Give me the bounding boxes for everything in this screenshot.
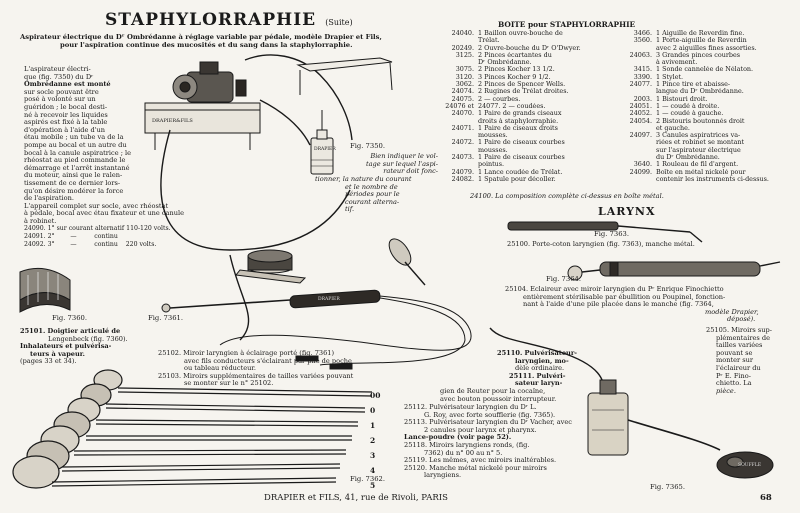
item-code: 24074. — [451, 87, 474, 96]
item-description: 3 Grandes pinces courbes — [656, 51, 741, 59]
boite-title: BOITE pour STAPHYLORRAPHIE — [498, 20, 636, 29]
item-description: riées et robinet se montant — [656, 139, 745, 147]
page-title: STAPHYLORRAPHIE — [105, 10, 317, 30]
desc-line: démarrage et l'arrêt instantané — [24, 163, 130, 172]
mirror-number: 00 — [370, 391, 381, 400]
miroirs-line: pouvant se — [716, 348, 753, 357]
boite-item-row — [440, 139, 615, 146]
item-description: 1 Porte-aiguille de Reverdin — [656, 37, 747, 45]
item-code: 3415. — [633, 65, 652, 74]
inhalateur-line: teurs à vapeur. — [30, 349, 85, 358]
price-line: 24090. 1° sur courant alternatif 110-120 volts. — [24, 225, 171, 233]
note-line: rateur doit fonc- — [383, 167, 438, 176]
note-line: tif. — [345, 205, 355, 214]
item-code — [618, 147, 656, 154]
item-description: 24077. 2 — coudées. — [478, 102, 546, 110]
item-description: sur l'aspirateur électrique — [656, 146, 741, 154]
item-description: à avivement. — [656, 59, 698, 67]
item-code — [618, 176, 656, 183]
item-description: Boîte en métal nickelé pour — [656, 168, 746, 176]
boite-left-list — [440, 30, 615, 183]
fig-7360-caption: Fig. 7360. — [52, 314, 88, 322]
desc-line: Ombrédanne est monté — [24, 80, 111, 89]
larynx-line: 25120. Manche métal nickelé pour miroirs — [404, 463, 547, 472]
fig-7350-note — [343, 153, 438, 176]
item-description: 3 Pinces Kocher 9 1/2. — [478, 73, 551, 81]
larynx-line: laryngiens. — [424, 471, 462, 480]
larynx-line: 25112. Pulvérisateur laryngien du Dʳ L. — [404, 403, 537, 411]
suction-flask-illustration — [311, 110, 333, 174]
item-description: 1 — coudé à droite. — [656, 102, 720, 110]
item-description: 1 Paire de ciseaux courbes — [478, 139, 565, 147]
note-line: tionner, la nature du courant — [315, 175, 412, 183]
pulv-line: gien de Reuter pour la cocaïne, — [440, 387, 546, 395]
boite-item-row — [618, 81, 798, 88]
item-description: 1 Baillon ouvre-bouche de — [478, 30, 563, 37]
fig-7362-caption: Fig. 7362. — [350, 475, 386, 483]
item-code: 24099. — [629, 167, 652, 176]
porte-coton-text: 25100. Porte-coton laryngien (fig. 7363), manche métal. — [507, 240, 695, 248]
item-description: 1 — coudé à gauche. — [656, 110, 724, 118]
desc-line: à pédale, bocal avec étau fixateur et une canule — [24, 209, 185, 218]
price-line: 24091. 2° — continu — [24, 233, 118, 241]
desc-line: sur socle pouvant être — [24, 87, 99, 96]
mirror-number: 5 — [370, 481, 376, 490]
fig-7361-caption: Fig. 7361. — [148, 314, 184, 322]
boite-item-row — [440, 176, 615, 183]
note-line: courant alterna- — [345, 197, 400, 206]
item-code: 24063. — [629, 50, 652, 59]
item-code: 3120. — [455, 72, 474, 81]
item-code: 24073. — [451, 153, 474, 162]
desc-line: bocal à la canule aspiratrice ; le — [24, 148, 132, 157]
item-code: 24077. — [629, 80, 652, 89]
boite-item-row — [618, 176, 798, 183]
item-description: 1 Paire de ciseaux droits — [478, 124, 558, 132]
item-description: 2 Rugines de Trélat droites. — [478, 88, 569, 96]
item-description: mousses. — [478, 146, 508, 154]
item-code: 24071. — [451, 123, 474, 132]
pulv-line: laryngien, mo- — [515, 356, 569, 365]
fig-7363-caption: Fig. 7363. — [594, 230, 630, 238]
larynx-line: 7362) du n° 00 au n° 5. — [424, 448, 503, 457]
fig-7350-note-cont — [315, 176, 412, 214]
pedal-rheostat-illustration — [236, 250, 305, 283]
desc-line: aspirés est fixé à la table — [24, 118, 108, 127]
mirror-number: 2 — [370, 436, 376, 445]
item-description: langue du Dʳ Ombrédanne. — [656, 88, 744, 96]
mirror-number: 0 — [370, 406, 376, 415]
mirror-number: 3 — [370, 451, 376, 460]
desc-line: né à recevoir les liquides — [24, 110, 108, 119]
doigtier-illustration — [20, 268, 70, 312]
item-description: 1 Paire de grands ciseaux — [478, 110, 562, 118]
item-description: 2 Bistouris boutonnés droit — [656, 117, 745, 125]
item-code: 24097. — [629, 131, 652, 140]
item-code: 2003. — [633, 94, 652, 103]
eclaireur-text — [505, 286, 759, 324]
item-description: contenir les instruments ci-dessus. — [656, 175, 769, 183]
larynx-title: LARYNX — [598, 205, 656, 218]
boite-item-row — [440, 110, 615, 117]
item-code: 3640. — [633, 160, 652, 169]
operating-table-illustration — [298, 58, 392, 95]
item-code: 24072. — [451, 138, 474, 147]
round-mirror-illustration — [385, 235, 425, 285]
item-description: 2 Ouvre-bouche du Dʳ O'Dwyer. — [478, 44, 581, 52]
boite-item-row — [618, 118, 798, 125]
item-code: 3062. — [455, 80, 474, 89]
boite-footnote: 24100. La composition complète ci-dessus en boîte métal. — [470, 192, 664, 200]
item-description: du Dʳ Ombrédanne. — [656, 154, 720, 162]
item-description: 2 Pinces écartantes du — [478, 51, 552, 59]
fig-7350-caption: Fig. 7350. — [350, 142, 386, 150]
item-description: 3 Canules aspiratrices va- — [656, 132, 741, 140]
miroirs-line: pièce. — [716, 386, 736, 395]
larynx-line: 2 canules pour larynx et pharynx. — [424, 425, 537, 434]
desc-line: L'appareil complet sur socle, avec rhéostat — [24, 201, 169, 210]
desc-line: tissement de ce dernier lors- — [24, 178, 121, 187]
eclaireur-line: déposé). — [727, 315, 756, 324]
illuminator-illustration — [568, 262, 780, 280]
desc-line: guéridon ; le bocal desti- — [24, 102, 108, 111]
boite-item-row — [618, 169, 798, 176]
item-description: avec 2 aiguilles fines assorties. — [656, 44, 757, 52]
miroirs-line: plémentaires de — [716, 333, 770, 342]
item-description: 1 Rouleau de fil d'argent. — [656, 161, 739, 169]
item-description: 1 Aiguille de Reverdin fine. — [656, 30, 745, 37]
miroirs-line: Pʳ E. Fino- — [716, 371, 751, 380]
item-code: 3125. — [455, 50, 474, 59]
item-description: 1 Bistouri droit. — [656, 95, 708, 103]
note-line: périodes pour le — [345, 190, 400, 199]
desc-line: rhéostat au pied commande le — [24, 156, 126, 165]
eclaireur-line: 25104. Eclaireur avec miroir laryngien du Pʳ Enrique Finochietto — [505, 285, 724, 293]
item-code: 24076 et — [445, 101, 474, 110]
larynx-line: 25113. Pulvérisateur laryngien du Dʳ Vacher, avec — [404, 418, 572, 427]
item-description: 2 — courbes. — [478, 95, 521, 103]
boite-item-row — [618, 37, 798, 44]
miroirs-line: monter sur — [716, 356, 754, 365]
item-description: 1 Stylet. — [656, 73, 684, 81]
eclaireur-line: modèle Drapier, — [705, 307, 759, 316]
item-description: 1 Pince tire et abaisse- — [656, 81, 731, 89]
item-code: 24052. — [629, 109, 652, 118]
note-line: tage sur lequel l'aspi- — [365, 159, 438, 168]
item-description: pointus. — [478, 161, 505, 169]
inhalateur-line: (pages 33 et 34). — [20, 357, 77, 366]
intro-line-1: Aspirateur électrique du Dʳ Ombrédanne à réglage variable par pédale, modèle Drapier et Fils, — [20, 33, 382, 41]
page-title-group — [105, 10, 353, 30]
handle-label: DRAPIER — [318, 297, 340, 302]
boite-item-row — [618, 147, 798, 154]
desc-line: à robinet. — [24, 216, 57, 225]
item-description: et gauche. — [656, 124, 690, 132]
machine-label: DRAPIER&FILS — [152, 118, 193, 124]
item-description: 1 Sonde cannelée de Nélaton. — [656, 66, 754, 74]
item-description: 2 Pinces de Spencer Wells. — [478, 81, 566, 89]
item-code: 24054. — [629, 116, 652, 125]
miroir-line: se monter sur le n° 25102. — [184, 379, 274, 388]
miroirs-line: l'éclaireur du — [716, 363, 761, 372]
pulverisateur-text — [497, 350, 577, 388]
note-line: Bien indiquer le vol- — [370, 152, 438, 160]
desc-line: pompe au bocal et un autre du — [24, 140, 127, 149]
eclaireur-line: entièrement stérilisable par ébullition ou Poupinel, fonction- — [523, 292, 726, 301]
item-code: 24070. — [451, 109, 474, 118]
doigtier-line: Lengenbeck (fig. 7360). — [48, 334, 128, 343]
fig-7364-caption: Fig. 7364. — [546, 275, 582, 283]
desc-line: que (fig. 7350) du Dʳ — [24, 72, 94, 81]
inhalateur-line: Inhalateurs et pulvérisa- — [20, 342, 112, 351]
item-code: 24040. — [451, 29, 474, 37]
desc-line: étau mobile ; un tube va de la — [24, 133, 124, 142]
pulv-line: dèle ordinaire. — [515, 364, 565, 373]
item-description: 1 Lance coudée de Trélat. — [478, 168, 563, 176]
mirror-number: 4 — [370, 466, 376, 475]
larynx-line: G. Roy, avec forte soufflerie (fig. 7365). — [424, 410, 556, 419]
boite-right-list — [618, 30, 798, 183]
larynx-line: 25118. Miroirs laryngiens ronds, (fig. — [404, 440, 530, 449]
fig-7365-caption: Fig. 7365. — [650, 483, 686, 491]
desc-line: qu'on désire modérer la force — [24, 186, 124, 195]
miroir-line: 25102. Miroir laryngien à éclairage porté (fig. 7361) — [158, 349, 335, 357]
miroirs-line: 25105. Miroirs sup- — [706, 326, 772, 334]
bottle-label: SOUFFLE — [738, 463, 762, 468]
item-code: 3560. — [633, 36, 652, 45]
item-description: 1 Paire de ciseaux courbes — [478, 154, 565, 162]
intro-line-2: pour l'aspiration continue des mucosités et du sang dans la staphylorraphie. — [60, 41, 353, 49]
miroir-line: ou tableau réducteur. — [184, 364, 256, 373]
item-code: 24082. — [451, 174, 474, 183]
boite-item-row — [618, 132, 798, 139]
boite-item-row — [440, 30, 615, 37]
price-line: 24092. 3° — continu 220 volts. — [24, 240, 157, 248]
miroir-line: avec fils conducteurs s'éclairant par pile de poche — [184, 356, 352, 365]
item-code: 3466. — [633, 29, 652, 37]
pulv-line: avec bouton poussoir interrupteur. — [440, 394, 557, 403]
item-description: 1 Spatule pour décoller. — [478, 175, 556, 183]
flask-label: DRAPIER — [314, 147, 336, 152]
larynx-line: 25119. Les mêmes, avec miroirs inaltérables. — [404, 456, 557, 465]
item-code: 24079. — [451, 167, 474, 176]
desc-line: de l'aspiration. — [24, 194, 74, 203]
desc-line: d'opération à l'aide d'un — [24, 125, 106, 134]
desc-line: L'aspirateur électri- — [24, 65, 91, 73]
item-code: 3075. — [455, 65, 474, 74]
larynx-line: Lance-poudre (voir page 52). — [404, 433, 512, 442]
pulv-line: 25111. Pulvéri- — [509, 371, 566, 380]
mirror-number: 1 — [370, 421, 376, 430]
footer-text: DRAPIER et FILS, 41, rue de Rivoli, PARIS — [264, 493, 448, 503]
miroir-text — [158, 350, 353, 388]
pulverisateur-text-2 — [440, 388, 556, 403]
page-title-suite: (Suite) — [325, 18, 353, 27]
item-description: droits à staphylorraphie. — [478, 117, 559, 125]
item-description: 2 Pinces Kocher 13 1/2. — [478, 66, 555, 74]
doigtier-text — [20, 328, 128, 366]
boite-item-row — [440, 154, 615, 161]
item-code: 24075. — [451, 94, 474, 103]
item-code: 3390. — [633, 72, 652, 81]
boite-item-row — [618, 52, 798, 59]
eclaireur-line: nant à l'aide d'une pile placée dans le manche (fig. 7364, — [523, 300, 714, 309]
page-number: 68 — [760, 493, 772, 503]
boite-item-row — [440, 52, 615, 59]
pulv-line: 25110. Pulvérisateur- — [497, 349, 578, 357]
item-description: Trélat. — [478, 37, 500, 45]
miroir-line: 25103. Miroirs supplémentaires de tailles variées pouvant — [158, 371, 354, 380]
boite-item-row — [440, 125, 615, 132]
doigtier-line: 25101. Doigtier articulé de — [20, 327, 121, 335]
item-description: mousses. — [478, 132, 508, 140]
note-line: et le nombre de — [345, 182, 398, 191]
miroirs-supp-text — [706, 327, 796, 395]
pulv-line: sateur laryn- — [515, 379, 563, 388]
item-code — [618, 139, 656, 146]
miroirs-line: chietto. La — [716, 379, 752, 388]
item-description: Dʳ Ombrédanne. — [478, 59, 532, 67]
desc-line: du moteur, ainsi que le ralen- — [24, 171, 123, 180]
larynx-list — [404, 404, 572, 480]
item-code: 24051. — [629, 101, 652, 110]
boite-item-row — [618, 139, 798, 146]
desc-line: posé à volonté sur un — [24, 95, 96, 104]
miroirs-line: tailles variées — [716, 341, 763, 350]
item-code: 20249. — [451, 43, 474, 52]
